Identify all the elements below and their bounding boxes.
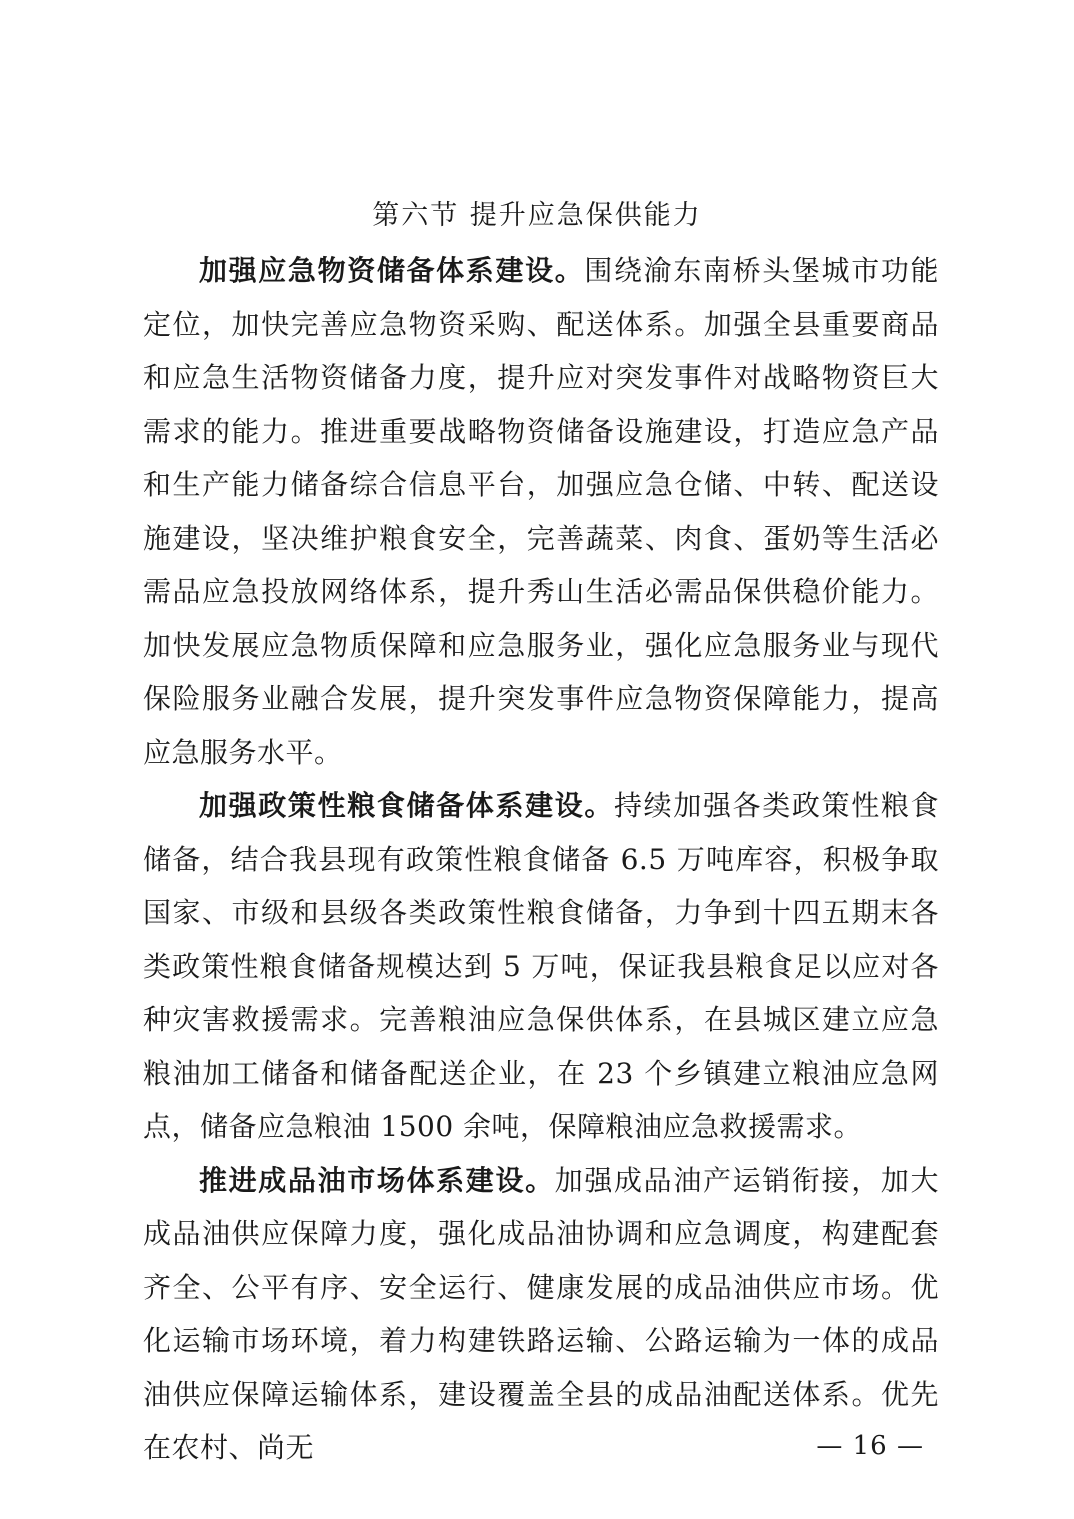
body-text [143, 244, 939, 1475]
paragraph-text: 持续加强各类政策性粮食储备，结合我县现有政策性粮食储备 6.5 万吨库容，积极争取国家、市级和县级各类政策性粮食储备，力争到十四五期末各类政策性粮食储备规模达到 5 万吨，保证我县粮食足以应对各种灾害救援需求。完善粮油应急保供体系，在县城区建立应急粮油加工储备和储备配送企业，在 23 个乡镇建立粮油应急网点，储备应急粮油 1500 余吨，保障粮油应急救援需求。 [143, 789, 939, 1143]
paragraph-refined-oil [143, 1154, 939, 1475]
paragraph-lead: 加强应急物资储备体系建设。 [199, 254, 585, 287]
section-title: 第六节 提升应急保供能力 [372, 200, 702, 231]
paragraph-text: 围绕渝东南桥头堡城市功能定位，加快完善应急物资采购、配送体系。加强全县重要商品和应急生活物资储备力度，提升应对突发事件对战略物资巨大需求的能力。推进重要战略物资储备设施建设，打造应急产品和生产能力储备综合信息平台，加强应急仓储、中转、配送设施建设，坚决维护粮食安全，完善蔬菜、肉食、蛋奶等生活必需品应急投放网络体系，提升秀山生活必需品保供稳价能力。加快发展应急物质保障和应急服务业，强化应急服务业与现代保险服务业融合发展，提升突发事件应急物资保障能力，提高应急服务水平。 [143, 254, 939, 769]
paragraph-lead: 加强政策性粮食储备体系建设。 [199, 789, 615, 822]
page-number: — 16 — [816, 1431, 924, 1461]
paragraph-emergency-supplies [143, 244, 939, 779]
paragraph-text: 加强成品油产运销衔接，加大成品油供应保障力度，强化成品油协调和应急调度，构建配套齐全、公平有序、安全运行、健康发展的成品油供应市场。优化运输市场环境，着力构建铁路运输、公路运输为一体的成品油供应保障运输体系，建设覆盖全县的成品油配送体系。优先在农村、尚无 [143, 1163, 939, 1464]
paragraph-grain-reserve [143, 779, 939, 1154]
paragraph-lead: 推进成品油市场体系建设。 [199, 1163, 555, 1197]
